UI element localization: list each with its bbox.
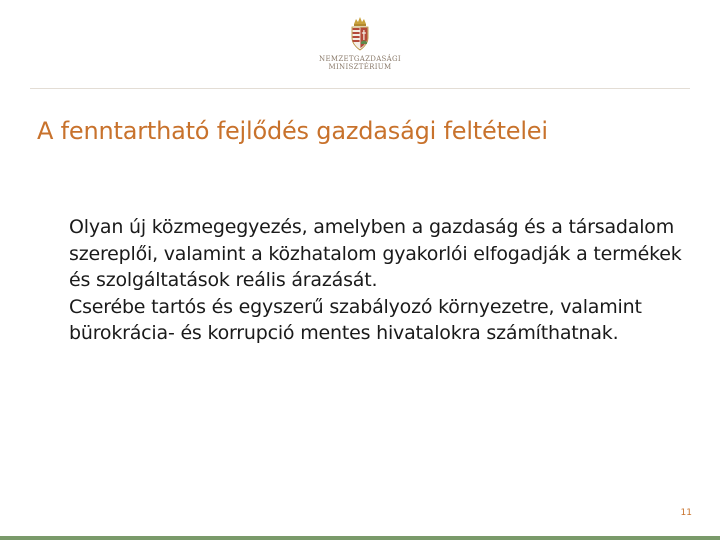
ministry-logo: [310, 16, 410, 84]
header-divider: [30, 88, 690, 89]
slide-body: [69, 214, 689, 347]
slide-title: A fenntartható fejlődés gazdasági feltételei: [37, 117, 548, 145]
footer-bar: [0, 536, 720, 540]
body-paragraph-1: Olyan új közmegegyezés, amelyben a gazdaság és a társadalom szereplői, valamint a közhatalom gyakorlói elfogadják a termékek és szolgáltatások reális árazását.: [69, 216, 682, 291]
ministry-name: [310, 55, 410, 71]
page-number: 11: [680, 508, 692, 518]
hungarian-coat-of-arms-icon: [349, 16, 371, 52]
body-paragraph-2: Cserébe tartós és egyszerű szabályozó környezetre, valamint bürokrácia- és korrupció mentes hivatalokra számíthatnak.: [69, 295, 642, 344]
ministry-name-line2: MINISZTÉRIUM: [328, 63, 392, 71]
ministry-name-line1: NEMZETGAZDASÁGI: [319, 55, 401, 63]
